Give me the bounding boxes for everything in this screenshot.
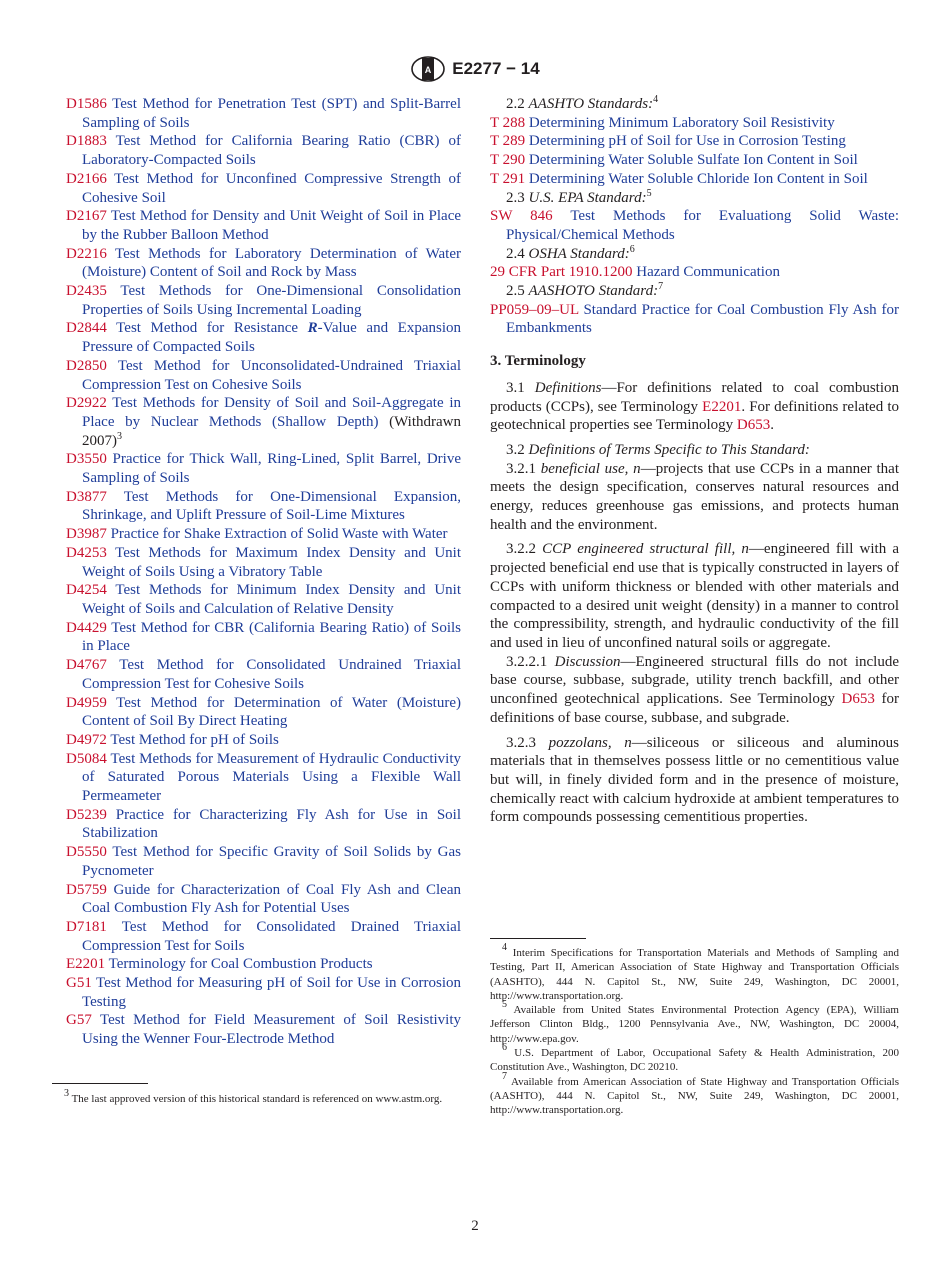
reference-code[interactable]: D4253: [66, 544, 107, 561]
reference-title[interactable]: Test Methods for Evaluationg Solid Waste: Physical/Chemical Methods: [506, 208, 899, 243]
reference-title[interactable]: Terminology for Coal Combustion Products: [108, 956, 373, 973]
footnote-number: 7: [502, 1070, 507, 1082]
reference-item: [66, 207, 461, 244]
reference-item: [490, 263, 899, 282]
reference-title[interactable]: Guide for Characterization of Coal Fly Ash and Clean Coal Combustion Fly Ash for Potential Uses: [82, 881, 462, 917]
reference-item: [66, 881, 461, 918]
reference-code[interactable]: D3987: [66, 526, 107, 543]
document-title: E2277 − 14: [452, 59, 540, 78]
reference-title[interactable]: Test Methods for Measurement of Hydraulic Conductivity of Saturated Porous Materials Using a Flexible Wall Permeameter: [82, 750, 461, 805]
section-number: 3.2: [506, 441, 525, 458]
reference-code[interactable]: D2166: [66, 170, 107, 187]
footnote-marker: 4: [653, 94, 659, 105]
footnote-marker: 7: [658, 281, 664, 293]
reference-code[interactable]: D2844: [66, 320, 107, 337]
reference-code[interactable]: D5550: [66, 844, 107, 861]
reference-code[interactable]: SW 846: [490, 208, 553, 225]
reference-code[interactable]: D5084: [66, 750, 107, 767]
paragraph-3-2-2: [490, 540, 899, 652]
paragraph-text: —engineered fill with a projected beneficial end use that is typically constructed in layers of CCPs with uniform thickness or blended with other materials and compacted to a desired unit weight (density) in a manner to control the compressibility, strength, and hydraulic conductivity of the fill and used in lieu of unconfined natural soils or aggregate.: [490, 541, 900, 651]
reference-item: [490, 151, 899, 170]
section-number: 2.3: [506, 189, 525, 206]
reference-item: [66, 750, 461, 806]
reference-title[interactable]: Test Method for Specific Gravity of Soil Solids by Gas Pycnometer: [82, 844, 461, 879]
standard-link[interactable]: E2201: [702, 398, 742, 415]
reference-title[interactable]: Determining Minimum Laboratory Soil Resistivity: [528, 114, 835, 131]
reference-code[interactable]: D1586: [66, 96, 107, 112]
footnote: [52, 1088, 461, 1106]
reference-code[interactable]: D2922: [66, 395, 107, 412]
section-number: 3.2.1: [506, 460, 536, 477]
footnote-text: Available from United States Environmental Protection Agency (EPA), William Jefferson Clinton Bldg., 1200 Pennsylvania Ave., NW, Washington, DC 20004, http://www.epa.gov.: [490, 1004, 899, 1045]
section-label: OSHA Standard:: [528, 245, 630, 262]
reference-title[interactable]: Test Method for Field Measurement of Soil Resistivity Using the Wenner Four-Electrode Method: [82, 1012, 462, 1048]
reference-title[interactable]: Test Method for Penetration Test (SPT) and Split-Barrel Sampling of Soils: [82, 96, 461, 131]
reference-item: [66, 656, 461, 693]
paragraph-3-2-2-1: [490, 653, 899, 728]
reference-title[interactable]: Standard Practice for Coal Combustion Fly Ash for Embankments: [506, 301, 899, 337]
reference-item: [66, 450, 461, 487]
reference-title[interactable]: Test Method for Measuring pH of Soil for Use in Corrosion Testing: [82, 975, 461, 1010]
reference-title[interactable]: Test Method for Consolidated Undrained Triaxial Compression Test for Cohesive Soils: [82, 657, 461, 692]
footnote: [490, 942, 899, 1003]
paragraph-text: —For definitions related to coal combustion products (CCPs), see Terminology: [490, 379, 900, 415]
reference-title[interactable]: Test Methods for Density of Soil and Soil-Aggregate in Place by Nuclear Methods (Shallow Depth): [82, 395, 461, 430]
reference-title[interactable]: Test Methods for Maximum Index Density and Unit Weight of Soils Using a Vibratory Table: [82, 544, 461, 580]
paragraph-3-2: [490, 441, 899, 460]
footnote-text: The last approved version of this historical standard is referenced on www.astm.org.: [71, 1093, 443, 1105]
term: beneficial use, n: [540, 460, 641, 477]
paragraph-text: —projects that use CCPs in a manner that meets the design specification, conserves natural resources and energy, reduces greenhouse gas emissions, and protects human health and the environment.: [490, 460, 899, 533]
section-aashoto-label: [490, 282, 899, 301]
reference-code[interactable]: G57: [66, 1012, 92, 1029]
reference-code[interactable]: G51: [66, 975, 92, 992]
term: Definitions of Terms Specific to This Standard:: [528, 441, 810, 458]
standard-link[interactable]: D653: [736, 417, 771, 434]
reference-code[interactable]: D5239: [66, 806, 107, 823]
section-number: 3.1: [506, 379, 525, 396]
page-header: [0, 56, 950, 82]
footnotes-right: [490, 942, 900, 1118]
reference-item: [66, 319, 461, 356]
footnotes-left: [52, 1088, 461, 1106]
reference-code[interactable]: D2167: [66, 208, 107, 225]
reference-title[interactable]: Test Method for Consolidated Drained Triaxial Compression Test for Soils: [82, 918, 461, 954]
reference-item: [490, 132, 899, 151]
section-number: 2.2: [506, 96, 525, 112]
reference-title[interactable]: Test Method for pH of Soils: [110, 731, 279, 748]
section-label: AASHTO Standards:: [528, 96, 654, 112]
reference-code[interactable]: D7181: [66, 918, 107, 935]
reference-title[interactable]: Determining Water Soluble Sulfate Ion Content in Soil: [528, 152, 858, 169]
r-value-symbol: R: [307, 320, 318, 337]
footnote-number: 5: [502, 999, 507, 1011]
reference-title-part: Test Method for Resistance: [116, 320, 308, 337]
reference-item: [66, 245, 461, 282]
section-number: 3.2.2.1: [506, 653, 548, 670]
reference-item: [490, 114, 899, 133]
reference-item: [66, 731, 461, 750]
footnote-marker: 5: [646, 187, 652, 199]
reference-title[interactable]: Test Methods for One-Dimensional Consolidation Properties of Soils Using Incremental Loading: [82, 283, 461, 318]
reference-item: [66, 974, 461, 1011]
reference-title[interactable]: Test Method for Determination of Water (Moisture) Content of Soil By Direct Heating: [82, 694, 461, 730]
paragraph-3-2-3: [490, 734, 899, 828]
term: Definitions: [534, 379, 602, 396]
section-osha-label: [490, 245, 899, 264]
paragraph-text: —Engineered structural fills do not include base course, subbase, subgrade, utility trench backfill, and other unconfined geotechnical applications. See Terminology: [490, 653, 899, 708]
reference-title[interactable]: Test Methods for Minimum Index Density and Unit Weight of Soils and Calculation of Relative Density: [82, 582, 461, 617]
reference-title[interactable]: Test Method for Unconsolidated-Undrained Triaxial Compression Test on Cohesive Soils: [82, 357, 462, 393]
reference-code[interactable]: D3550: [66, 451, 107, 468]
footnote-divider: [52, 1083, 148, 1084]
reference-title[interactable]: [82, 320, 461, 355]
reference-title[interactable]: Test Methods for Laboratory Determination of Water (Moisture) Content of Soil and Rock by Mass: [82, 245, 461, 281]
reference-title-part: -Value and Expansion Pressure of Compacted Soils: [82, 320, 461, 356]
reference-item: [66, 394, 461, 450]
reference-item: [66, 282, 461, 319]
paragraph-3-2-1: [490, 460, 899, 535]
reference-code[interactable]: T 291: [490, 170, 526, 187]
reference-title[interactable]: Practice for Thick Wall, Ring-Lined, Split Barrel, Drive Sampling of Soils: [82, 451, 461, 487]
reference-title[interactable]: Determining pH of Soil for Use in Corrosion Testing: [528, 133, 846, 150]
reference-title[interactable]: Determining Water Soluble Chloride Ion Content in Soil: [528, 170, 868, 187]
reference-code[interactable]: D4429: [66, 619, 107, 636]
right-column: [490, 95, 899, 827]
reference-item: [66, 95, 461, 132]
reference-code[interactable]: D5759: [66, 881, 107, 898]
section-number: 3.2.3: [506, 734, 536, 751]
reference-title[interactable]: Test Method for California Bearing Ratio (CBR) of Laboratory-Compacted Soils: [82, 133, 461, 169]
footnote-number: 6: [502, 1042, 507, 1054]
reference-code[interactable]: D3877: [66, 488, 107, 505]
reference-code[interactable]: 29 CFR Part 1910.1200: [490, 264, 633, 281]
reference-title[interactable]: Test Method for Density and Unit Weight of Soil in Place by the Rubber Balloon Method: [82, 208, 462, 243]
withdrawn-note: (Withdrawn 2007): [82, 413, 461, 449]
reference-item: [66, 806, 461, 843]
reference-item: [66, 955, 461, 974]
section-aashto-label: [490, 95, 899, 114]
reference-code[interactable]: T 289: [490, 133, 526, 150]
footnote: [490, 1042, 900, 1075]
section-label: AASHOTO Standard:: [528, 283, 659, 300]
reference-item: [490, 301, 899, 338]
page-number: 2: [471, 1218, 479, 1234]
section-number: 3.2.2: [506, 541, 536, 558]
astm-logo: [410, 56, 446, 82]
reference-code[interactable]: D4767: [66, 657, 107, 674]
reference-title[interactable]: Test Method for CBR (California Bearing Ratio) of Soils in Place: [82, 619, 461, 655]
reference-code[interactable]: E2201: [66, 956, 106, 973]
footnote: [490, 1070, 899, 1118]
reference-code[interactable]: PP059–09–UL: [490, 301, 579, 318]
footnote-text: U.S. Department of Labor, Occupational Safety & Health Administration, 200 Constitution Ave., Washington, DC 20210.: [490, 1047, 900, 1074]
term: Discussion: [554, 653, 621, 670]
reference-item: [66, 357, 461, 394]
reference-item: [66, 581, 461, 618]
reference-item: [66, 488, 461, 525]
paragraph-text: .: [770, 417, 775, 434]
footnote-marker: 6: [629, 243, 635, 255]
footnote-number: 3: [64, 1088, 69, 1099]
paragraph-text: for definitions of base course, subbase, and subgrade.: [490, 691, 899, 726]
paragraph-text: . For definitions related to geotechnical properties see Terminology: [490, 398, 899, 434]
reference-item: [66, 132, 461, 169]
paragraph-text: —siliceous or siliceous and aluminous materials that in themselves possess little or no cementitious value but will, in finely divided form and in the presence of moisture, chemically react with calcium hydroxide at ambient temperatures to form compounds possessing cementitious properties.: [490, 734, 900, 826]
reference-title[interactable]: Hazard Communication: [636, 264, 780, 281]
reference-code[interactable]: D2850: [66, 357, 107, 374]
svg-text:A: A: [425, 65, 432, 75]
footnote-number: 4: [502, 942, 507, 953]
reference-code[interactable]: T 288: [490, 114, 526, 131]
reference-title[interactable]: Test Methods for One-Dimensional Expansion, Shrinkage, and Uplift Pressure of Soil-Lime Mixtures: [82, 488, 461, 524]
section-label: U.S. EPA Standard:: [528, 189, 647, 206]
footnote-text: Available from American Association of State Highway and Transportation Officials (AASHTO), 444 N. Capitol St., NW, Suite 249, Washington, DC 20001, http://www.transportation.org.: [490, 1075, 899, 1117]
reference-code[interactable]: D1883: [66, 133, 107, 150]
section-epa-label: [490, 189, 899, 208]
reference-item: [66, 619, 461, 656]
reference-item: [66, 1011, 461, 1048]
reference-item: [490, 170, 899, 189]
reference-title[interactable]: Test Method for Unconfined Compressive Strength of Cohesive Soil: [82, 170, 461, 206]
term: CCP engineered structural fill, n: [542, 541, 749, 558]
footnote-divider: [490, 938, 586, 939]
reference-code[interactable]: D4254: [66, 582, 107, 599]
reference-item: [66, 694, 461, 731]
standard-link[interactable]: D653: [841, 691, 875, 708]
reference-code[interactable]: D4972: [66, 731, 107, 748]
term: pozzolans, n: [548, 734, 632, 751]
reference-title[interactable]: Practice for Characterizing Fly Ash for Use in Soil Stabilization: [82, 806, 461, 842]
terminology-heading: 3. Terminology: [490, 353, 586, 370]
section-number: 2.5: [506, 283, 525, 300]
reference-code[interactable]: D4959: [66, 694, 107, 711]
reference-item: [66, 843, 461, 880]
reference-title[interactable]: Practice for Shake Extraction of Solid Waste with Water: [110, 526, 448, 543]
reference-item: [66, 170, 461, 207]
reference-item: [66, 544, 461, 581]
left-column: [66, 95, 461, 1049]
reference-item: [66, 918, 461, 955]
reference-code[interactable]: D2216: [66, 245, 107, 262]
footnote: [490, 999, 899, 1046]
reference-code[interactable]: D2435: [66, 283, 107, 300]
reference-code[interactable]: T 290: [490, 152, 526, 169]
section-number: 2.4: [506, 245, 525, 262]
footnote-text: Interim Specifications for Transportation Materials and Methods of Sampling and Testing, Part II, American Association of State Highway and Transportation Officials (AASHTO), 444 N. Capitol St., NW, Suite 249, Washington, DC 20001, http://www.transportation.org.: [490, 947, 899, 1002]
reference-item: [490, 207, 899, 244]
reference-item: [66, 525, 461, 544]
footnote-marker: 3: [117, 430, 122, 442]
paragraph-3-1: [490, 379, 899, 435]
